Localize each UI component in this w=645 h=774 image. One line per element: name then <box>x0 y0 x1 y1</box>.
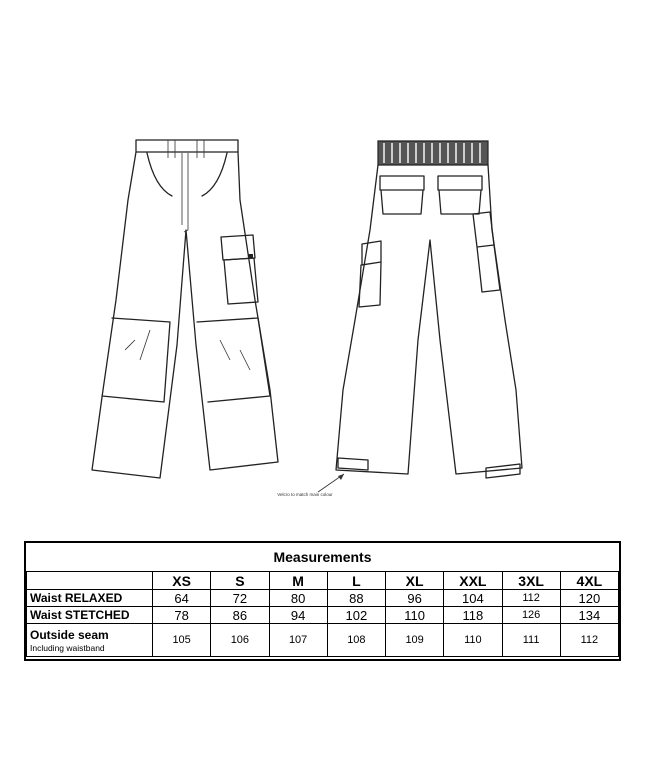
table-cell: 120 <box>560 590 618 607</box>
front-cargo-tab <box>248 254 253 258</box>
front-cargo-pocket <box>224 258 258 304</box>
table-cell: 102 <box>327 607 385 624</box>
back-right-pocket <box>438 176 482 214</box>
back-outline <box>336 165 522 474</box>
table-title: Measurements <box>27 543 619 572</box>
front-belt-loops <box>168 140 204 158</box>
size-header: M <box>269 572 327 590</box>
front-outline <box>92 152 278 478</box>
table-cell: 110 <box>444 624 502 657</box>
table-cell: 134 <box>560 607 618 624</box>
table-cell: 110 <box>386 607 444 624</box>
front-right-pocket <box>202 153 227 196</box>
table-cell: 118 <box>444 607 502 624</box>
table-cell: 111 <box>502 624 560 657</box>
size-header-row <box>27 572 619 590</box>
table-cell: 112 <box>502 590 560 607</box>
back-left-pocket <box>380 176 424 214</box>
back-view-trousers <box>318 141 522 492</box>
size-header: XS <box>153 572 211 590</box>
row-label: Outside seam <box>30 627 109 642</box>
table-cell: 105 <box>153 624 211 657</box>
row-label: Waist STETCHED <box>27 607 153 624</box>
table-cell: 126 <box>502 607 560 624</box>
velcro-arrow-head <box>338 474 344 480</box>
row-label-cell <box>27 624 153 657</box>
table-cell: 88 <box>327 590 385 607</box>
back-left-hem-velcro <box>338 458 368 470</box>
table-cell: 112 <box>560 624 618 657</box>
size-header: 3XL <box>502 572 560 590</box>
table-cell: 104 <box>444 590 502 607</box>
front-right-knee-pad <box>197 318 270 402</box>
header-empty-cell <box>27 572 153 590</box>
table-cell: 64 <box>153 590 211 607</box>
table-cell: 80 <box>269 590 327 607</box>
table-cell: 96 <box>386 590 444 607</box>
table-row-waist-stretched <box>27 607 619 624</box>
size-header: XL <box>386 572 444 590</box>
table-cell: 72 <box>211 590 269 607</box>
front-knee-creases <box>125 330 250 370</box>
row-label: Waist RELAXED <box>27 590 153 607</box>
row-sublabel: Including waistband <box>30 642 105 653</box>
size-header: S <box>211 572 269 590</box>
table-cell: 86 <box>211 607 269 624</box>
front-view-trousers <box>92 140 278 478</box>
size-header: 4XL <box>560 572 618 590</box>
back-right-side-pocket <box>473 212 500 292</box>
table-row-outside-seam <box>27 624 619 657</box>
table-cell: 78 <box>153 607 211 624</box>
table-cell: 106 <box>211 624 269 657</box>
table-cell: 107 <box>269 624 327 657</box>
measurements-table-container <box>24 541 621 661</box>
front-fly <box>182 153 188 232</box>
table-cell: 109 <box>386 624 444 657</box>
front-waistband <box>136 140 238 152</box>
measurements-table <box>26 543 619 657</box>
size-header: L <box>327 572 385 590</box>
size-header: XXL <box>444 572 502 590</box>
velcro-note: Velcro to match main colour <box>277 492 333 497</box>
table-cell: 108 <box>327 624 385 657</box>
front-left-pocket <box>147 153 172 196</box>
table-row-waist-relaxed <box>27 590 619 607</box>
table-cell: 94 <box>269 607 327 624</box>
